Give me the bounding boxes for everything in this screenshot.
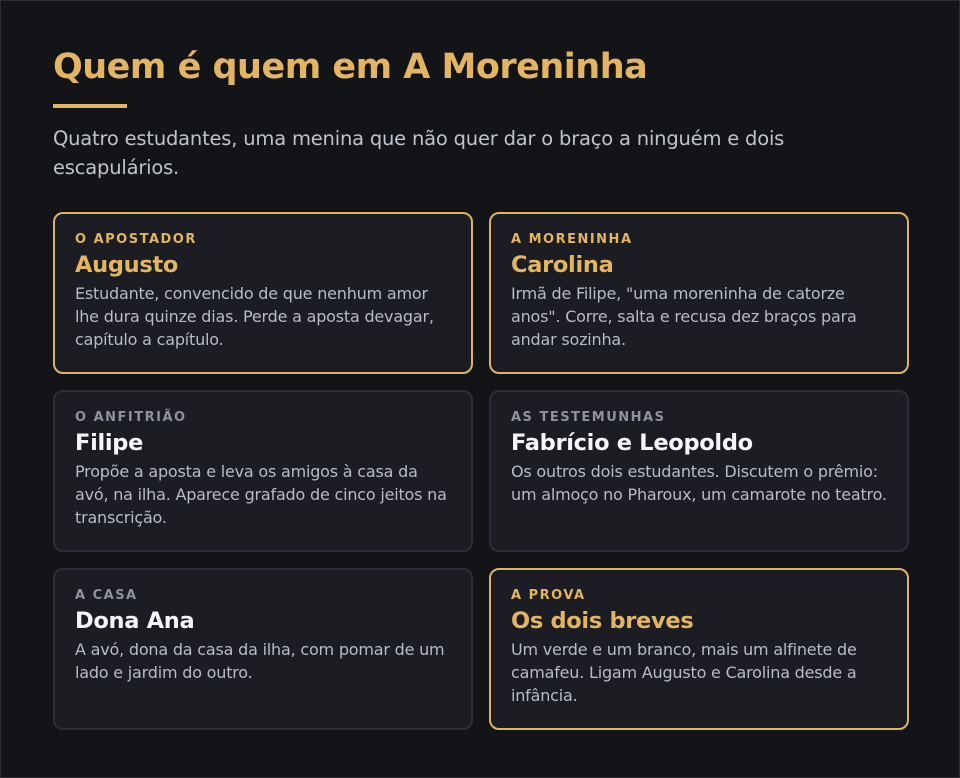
character-card-filipe xyxy=(53,390,473,552)
character-card-carolina xyxy=(489,212,909,374)
character-card-breves xyxy=(489,568,909,730)
card-name: Filipe xyxy=(75,430,144,456)
page-title: Quem é quem em A Moreninha xyxy=(53,47,648,87)
character-card-dona-ana xyxy=(53,568,473,730)
card-name: Os dois breves xyxy=(511,608,694,634)
card-name: Carolina xyxy=(511,252,614,278)
page xyxy=(1,1,959,730)
card-name: Fabrício e Leopoldo xyxy=(511,430,753,456)
title-underline xyxy=(53,104,127,108)
card-role: A PROVA xyxy=(511,588,586,603)
card-name: Augusto xyxy=(75,252,179,278)
card-description: Os outros dois estudantes. Discutem o prêmio: um almoço no Pharoux, um camarote no teatro. xyxy=(511,462,887,504)
card-description: Irmã de Filipe, "uma moreninha de catorze anos". Corre, salta e recusa dez braços para andar sozinha. xyxy=(511,284,857,349)
card-role: AS TESTEMUNHAS xyxy=(511,410,666,425)
character-card-fabricio-leopoldo xyxy=(489,390,909,552)
character-card-augusto xyxy=(53,212,473,374)
card-role: O APOSTADOR xyxy=(75,232,197,247)
card-description: Estudante, convencido de que nenhum amor lhe dura quinze dias. Perde a aposta devagar, capítulo a capítulo. xyxy=(75,284,434,349)
card-role: A CASA xyxy=(75,588,138,603)
card-role: O ANFITRIÃO xyxy=(75,410,187,425)
character-grid xyxy=(53,212,907,730)
card-description: Propõe a aposta e leva os amigos à casa da avó, na ilha. Aparece grafado de cinco jeitos na transcrição. xyxy=(75,462,447,527)
card-description: A avó, dona da casa da ilha, com pomar de um lado e jardim do outro. xyxy=(75,640,445,682)
card-description: Um verde e um branco, mais um alfinete de camafeu. Ligam Augusto e Carolina desde a infância. xyxy=(511,640,857,705)
card-name: Dona Ana xyxy=(75,608,195,634)
page-subtitle: Quatro estudantes, uma menina que não quer dar o braço a ninguém e dois escapulários. xyxy=(53,127,785,179)
card-role: A MORENINHA xyxy=(511,232,633,247)
